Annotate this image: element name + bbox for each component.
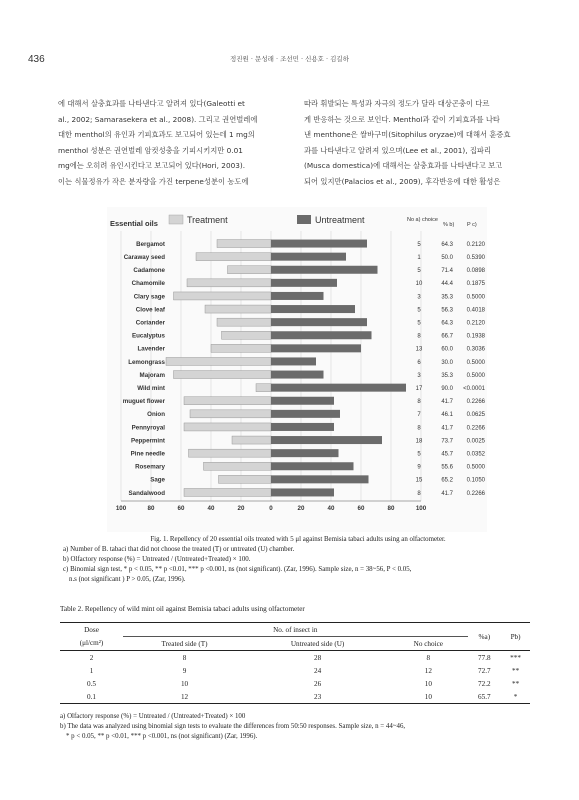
treatment-bar	[184, 423, 271, 431]
right-text-column	[304, 96, 549, 190]
table-note: b) The data was analyzed using binomial sign tests to evaluate the differences from 50:50 responses. Sample size, n = 44~46,	[60, 723, 406, 730]
category-label: Cadamone	[133, 267, 165, 275]
cell: 65.7	[478, 692, 491, 701]
treatment-bar	[217, 240, 271, 248]
p-value: 0.1875	[466, 281, 485, 288]
table-row	[60, 664, 530, 677]
untreatment-bar	[271, 384, 406, 392]
percent-value: 73.7	[441, 438, 453, 445]
no-choice-value: 8	[417, 333, 421, 340]
legend-label-treatment: Treatment	[187, 215, 228, 225]
treatment-bar	[211, 344, 271, 352]
p-value: 0.2266	[466, 490, 485, 497]
untreatment-bar	[271, 423, 334, 431]
category-label: Caraway seed	[123, 253, 165, 261]
table-row	[60, 690, 530, 704]
table-2-title: Table 2. Repellency of wild mint oil against Bemisia tabaci adults using olfactometer	[60, 605, 305, 613]
category-label: Clove leaf	[135, 306, 165, 314]
treatment-bar	[217, 318, 271, 326]
category-label: Wild mint	[137, 384, 165, 392]
cell: 1	[89, 666, 94, 675]
percent-value: 35.3	[441, 372, 453, 379]
category-label: Lemongrass	[128, 358, 165, 366]
percent-value: 66.7	[441, 333, 453, 340]
left-text-column	[58, 96, 303, 190]
p-value: 0.0898	[466, 268, 485, 275]
x-tick-label: 80	[387, 505, 395, 512]
no-choice-value: 5	[417, 268, 421, 275]
treated-header: Treated side (T)	[161, 639, 208, 648]
untreatment-bar	[271, 371, 324, 379]
no-choice-value: 5	[417, 307, 421, 314]
table-note: * p < 0.05, ** p <0.01, *** p <0.001, ns (not significant) (Zar, 1996).	[66, 733, 258, 740]
treatment-bar	[205, 305, 271, 313]
x-tick-label: 100	[115, 505, 127, 512]
treatment-bar	[219, 475, 272, 483]
untreatment-bar	[271, 475, 369, 483]
caption-note: n.s (not significant ) P > 0.05, (Zar, 1996).	[69, 576, 186, 583]
p-value: 0.3036	[466, 346, 485, 353]
cell: 10	[180, 679, 189, 688]
no-choice-value: 10	[415, 281, 423, 288]
no-choice-value: 5	[417, 451, 421, 458]
treatment-bar	[228, 266, 272, 274]
table-note: a) Olfactory response (%) = Untreated / (Untreated+Treated) × 100	[60, 713, 246, 720]
cell: 72.7	[478, 666, 491, 675]
untreated-header: Untreated side (U)	[290, 639, 345, 648]
treatment-bar	[204, 462, 272, 470]
running-header-authors: 정진원 · 문성래 · 조선민 · 신용호 · 김길하	[230, 55, 349, 63]
cell: 12	[180, 692, 189, 701]
text-line: 되어 있지만(Palacios et al., 2009), 후각반응에 대한 활성은	[304, 176, 501, 186]
untreatment-bar	[271, 318, 367, 326]
text-line: 대한 menthol의 유인과 기피효과도 보고되어 있는데 1 mg의	[58, 130, 255, 140]
cell: 77.8	[478, 653, 491, 662]
no-choice-value: 8	[417, 399, 421, 406]
treatment-bar	[174, 371, 272, 379]
no-choice-value: 8	[417, 425, 421, 432]
treatment-bar	[232, 436, 271, 444]
category-label: Eucalyptus	[131, 332, 165, 340]
p-value: 0.5000	[466, 464, 485, 471]
cell: 24	[314, 666, 322, 675]
text-line: 따라 휘발되는 특성과 자극의 정도가 달라 대상곤충이 다르	[304, 99, 490, 108]
p-value: 0.0025	[466, 438, 485, 445]
percent-value: 41.7	[441, 490, 453, 497]
untreatment-bar	[271, 266, 378, 274]
untreatment-bar	[271, 279, 337, 287]
no-choice-value: 3	[417, 294, 421, 301]
figure-1-caption	[63, 535, 533, 585]
treatment-bar	[184, 397, 271, 405]
table-row	[60, 677, 530, 690]
category-label: Pine needle	[130, 450, 165, 458]
cell: ***	[510, 653, 521, 662]
category-label: Rosemary	[135, 463, 165, 471]
text-line: 이는 식물정유가 작은 분자량을 가진 terpene성분이 농도에	[58, 176, 249, 186]
cell: 9	[182, 666, 187, 675]
no-choice-value: 13	[415, 346, 423, 353]
x-tick-label: 60	[177, 505, 185, 512]
cell: 72.2	[478, 679, 491, 688]
text-line: al., 2002; Samarasekera et al., 2008). 그리고 권연벌레에	[58, 114, 258, 124]
category-label: Pennyroyal	[131, 424, 165, 432]
untreatment-bar	[271, 357, 316, 365]
no-choice-value: 6	[417, 359, 421, 366]
dose-unit-header: (μl/cm²)	[79, 639, 104, 648]
treatment-bar	[166, 357, 271, 365]
text-line: menthol 성분은 권연벌레 암컷성충을 기피시키지만 0.01	[58, 145, 243, 155]
text-line: mg에는 오히려 유인시킨다고 보고되어 있다(Hori, 2003).	[58, 161, 246, 171]
treatment-bar	[184, 488, 271, 496]
treatment-bar	[196, 253, 271, 261]
p-value: 0.5000	[466, 294, 485, 301]
caption-note: c) Binomial sign test, * p < 0.05, ** p <0.01, *** p <0.001, ns (not significant). (Zar, 1996). Sample size, n = 38~56, P < 0.05,	[63, 566, 412, 573]
untreatment-bar	[271, 436, 382, 444]
no-choice-value: 18	[415, 438, 423, 445]
category-label: Peppermint	[130, 437, 165, 445]
treatment-bar	[187, 279, 271, 287]
no-choice-value: 15	[415, 477, 423, 484]
cell: 10	[424, 692, 432, 701]
cell: **	[511, 679, 520, 688]
percent-value: 64.3	[441, 320, 453, 327]
x-tick-label: 20	[237, 505, 245, 512]
table-2	[60, 622, 530, 704]
percent-value: 46.1	[441, 412, 453, 419]
p-value: 0.2266	[466, 399, 485, 406]
no-choice-value: 1	[417, 254, 421, 261]
x-tick-label: 40	[327, 505, 335, 512]
category-label: Onion	[147, 411, 165, 419]
cell: 26	[314, 679, 322, 688]
untreatment-bar	[271, 305, 355, 313]
percent-value: 35.3	[441, 294, 453, 301]
p-value: 0.1938	[466, 333, 485, 340]
percent-value: 71.4	[441, 268, 453, 275]
category-label: Sage	[150, 476, 165, 484]
cell: 2	[89, 653, 94, 662]
caption-note: b) Olfactory response (%) = Untreated / (Untreated+Treated) × 100.	[63, 556, 251, 563]
text-line: (Musca domestica)에 대해서는 살충효과를 나타낸다고 보고	[304, 161, 503, 171]
dose-header: Dose	[84, 625, 99, 634]
p-value: 0.2266	[466, 425, 485, 432]
figure-1-chart	[107, 207, 487, 532]
percent-value: 44.4	[441, 281, 453, 288]
header-p: P c)	[467, 222, 477, 228]
cell: 23	[314, 692, 322, 701]
no-choice-value: 9	[417, 464, 421, 471]
repellency-bar-chart	[107, 207, 487, 532]
cell: 8	[182, 653, 187, 662]
cell: 28	[314, 653, 322, 662]
table-row	[60, 651, 530, 665]
percent-value: 60.0	[441, 346, 453, 353]
category-label: Coriander	[135, 319, 165, 327]
x-tick-label: 60	[357, 505, 365, 512]
cell: *	[513, 692, 518, 701]
header-no-choice: No a) choice	[407, 217, 438, 223]
p-value: 0.5390	[466, 254, 485, 261]
caption-line: Fig. 1. Repellency of 20 essential oils treated with 5 μl against Bemisia tabaci adults using an olfactometer.	[150, 536, 446, 543]
cell: **	[511, 666, 520, 675]
percent-value: 50.0	[441, 254, 453, 261]
x-tick-label: 20	[297, 505, 305, 512]
p-value: 0.1050	[466, 477, 485, 484]
cell: 12	[424, 666, 432, 675]
no-choice-value: 17	[415, 385, 423, 392]
untreatment-bar	[271, 462, 354, 470]
no-choice-value: 7	[417, 412, 421, 419]
percent-value: 41.7	[441, 425, 453, 432]
percent-header: %a)	[478, 632, 491, 641]
x-tick-label: 80	[147, 505, 155, 512]
untreatment-bar	[271, 253, 346, 261]
text-line: 낸 menthone은 쌀바구미(Sitophilus oryzae)에 대해서 훈증효	[304, 130, 511, 140]
treatment-bar	[189, 449, 272, 457]
p-value: 0.5000	[466, 359, 485, 366]
group-header: No. of insect in	[123, 623, 468, 637]
untreatment-bar	[271, 397, 334, 405]
percent-value: 56.3	[441, 307, 453, 314]
page-number: 436	[28, 54, 45, 65]
cell: 0.1	[87, 692, 96, 701]
untreatment-bar	[271, 488, 334, 496]
caption-note: a) Number of B. tabaci that did not choose the treated (T) or untreated (U) chamber.	[63, 546, 295, 553]
percent-value: 90.0	[441, 385, 453, 392]
untreatment-bar	[271, 344, 361, 352]
no-choice-value: 3	[417, 372, 421, 379]
cell: 10	[424, 679, 432, 688]
percent-value: 45.7	[441, 451, 453, 458]
percent-value: 41.7	[441, 399, 453, 406]
text-line: 게 반응하는 것으로 보인다. Menthol과 같이 기피효과를 나타	[304, 114, 500, 124]
p-header: Pb)	[510, 632, 521, 641]
percent-value: 55.6	[441, 464, 453, 471]
category-label: muguet flower	[122, 398, 165, 406]
no-choice-header: No choice	[413, 639, 443, 648]
untreatment-bar	[271, 331, 372, 339]
x-tick-label: 100	[415, 505, 427, 512]
text-line: 에 대해서 살충효과를 나타낸다고 알려져 있다(Galeotti et	[58, 99, 245, 108]
treatment-bar	[190, 410, 271, 418]
category-label: Chamomile	[131, 280, 165, 288]
table-2-notes	[60, 712, 535, 742]
p-value: 0.5000	[466, 372, 485, 379]
x-tick-label: 40	[207, 505, 215, 512]
untreatment-bar	[271, 410, 340, 418]
treatment-bar	[222, 331, 272, 339]
cell: 0.5	[87, 679, 96, 688]
x-tick-label: 0	[269, 505, 273, 512]
percent-value: 64.3	[441, 241, 453, 248]
category-label: Bergamot	[136, 240, 165, 248]
p-value: <0.0001	[463, 385, 485, 392]
category-label: Lavender	[137, 345, 165, 353]
cell: 8	[426, 653, 431, 662]
no-choice-value: 8	[417, 490, 421, 497]
header-percent: % b)	[443, 222, 455, 228]
untreatment-bar	[271, 449, 339, 457]
text-line: 과를 나타낸다고 알려져 있으며(Lee et al., 2001), 집파리	[304, 145, 492, 155]
treatment-bar	[174, 292, 272, 300]
treatment-bar	[256, 384, 271, 392]
no-choice-value: 5	[417, 241, 421, 248]
header-essential-oils: Essential oils	[110, 219, 158, 228]
legend-label-untreatment: Untreatment	[315, 215, 365, 225]
legend-swatch-treatment	[169, 215, 183, 224]
untreatment-bar	[271, 240, 367, 248]
legend-swatch-untreatment	[297, 215, 311, 224]
p-value: 0.0352	[466, 451, 485, 458]
percent-value: 30.0	[441, 359, 453, 366]
p-value: 0.4018	[466, 307, 485, 314]
p-value: 0.2120	[466, 320, 485, 327]
p-value: 0.0625	[466, 412, 485, 419]
category-label: Sandalwood	[128, 489, 165, 497]
p-value: 0.2120	[466, 241, 485, 248]
category-label: Majoram	[139, 371, 165, 379]
category-label: Clary sage	[133, 293, 165, 301]
untreatment-bar	[271, 292, 324, 300]
percent-value: 65.2	[441, 477, 453, 484]
no-choice-value: 5	[417, 320, 421, 327]
